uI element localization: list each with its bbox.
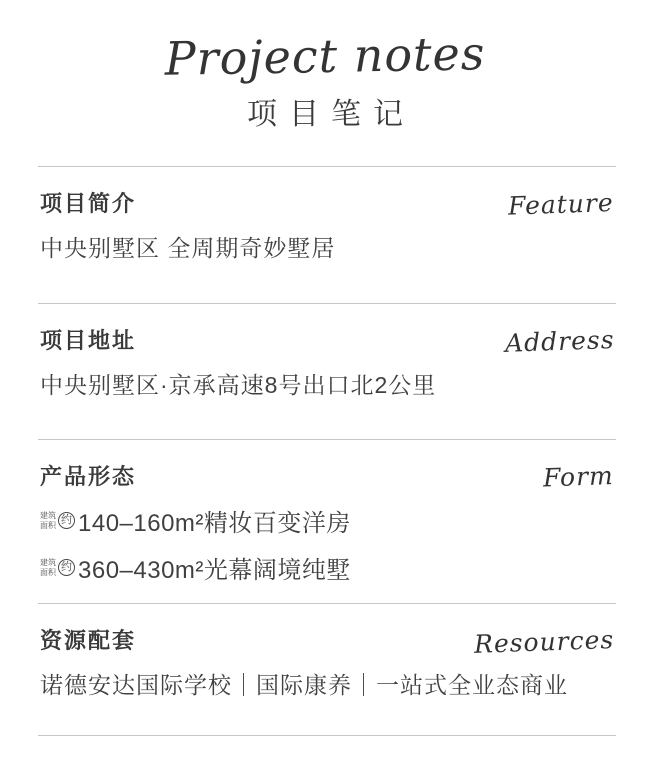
section-content: 诺德安达国际学校｜国际康养｜一站式全业态商业 <box>40 672 568 698</box>
area-prefix <box>40 558 78 576</box>
area-prefix-top: 建筑 <box>40 558 56 568</box>
area-prefix-top: 建筑 <box>40 511 56 521</box>
section-product-form <box>38 439 616 603</box>
section-script-label: Resources <box>473 625 615 659</box>
area-prefix <box>40 511 78 529</box>
section-script-label: Address <box>504 325 615 358</box>
area-prefix-stack <box>40 558 56 576</box>
english-script-title: Project notes <box>164 26 486 86</box>
section-title-row <box>40 624 615 659</box>
section-title: 项目地址 <box>40 328 137 353</box>
approx-circle-badge: 约 <box>58 512 75 529</box>
area-text: 140–160m²精妆百变洋房 <box>78 510 351 537</box>
header <box>0 0 650 166</box>
section-title: 产品形态 <box>40 464 137 489</box>
section-script-label: Feature <box>507 188 615 221</box>
section-project-intro <box>38 166 616 303</box>
section-title-row <box>40 460 614 491</box>
section-content: 中央别墅区·京承高速8号出口北2公里 <box>40 372 437 398</box>
section-title: 资源配套 <box>40 628 137 653</box>
page-title: 项目笔记 <box>247 97 415 131</box>
section-title-row <box>40 187 615 221</box>
approx-circle-badge: 约 <box>58 559 75 576</box>
section-resources <box>38 603 616 735</box>
area-prefix-bottom: 面积 <box>40 520 56 530</box>
area-text: 360–430m²光幕阔境纯墅 <box>78 557 351 584</box>
section-script-label: Form <box>542 461 615 493</box>
section-title: 项目简介 <box>40 191 137 216</box>
section-project-address <box>38 303 616 439</box>
area-prefix-bottom: 面积 <box>40 567 56 577</box>
area-line <box>40 503 614 538</box>
bottom-divider <box>38 735 616 736</box>
section-content: 中央别墅区 全周期奇妙墅居 <box>40 235 336 261</box>
area-prefix-stack <box>40 511 56 529</box>
area-line <box>40 550 614 585</box>
section-title-row <box>40 324 615 358</box>
